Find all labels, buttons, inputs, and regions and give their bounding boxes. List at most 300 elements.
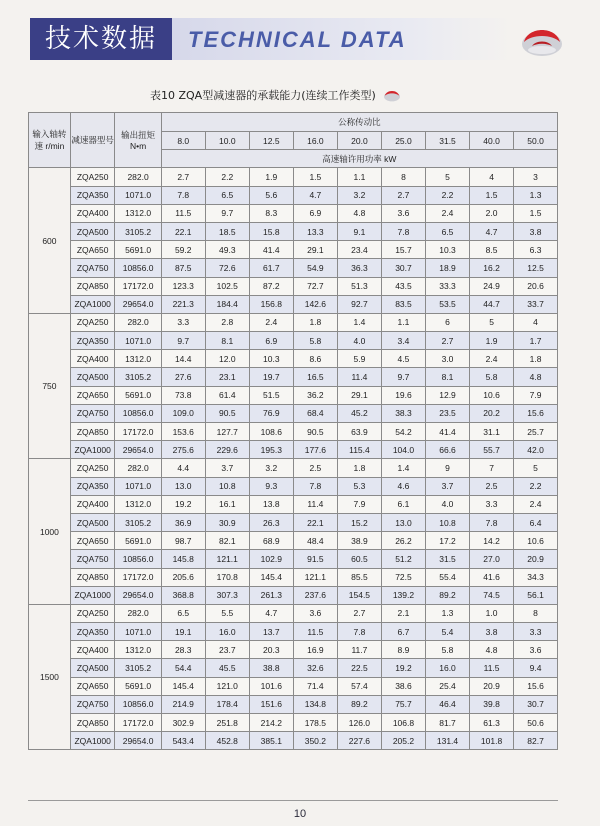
power-cell: 23.4 xyxy=(337,241,381,259)
power-cell: 177.6 xyxy=(293,441,337,459)
power-cell: 12.9 xyxy=(425,386,469,404)
power-cell: 90.5 xyxy=(205,404,249,422)
model-cell: ZQA500 xyxy=(70,222,115,240)
power-cell: 2.4 xyxy=(249,313,293,331)
table-caption-text: 表10 ZQA型减速器的承载能力(连续工作类型) xyxy=(150,89,376,102)
table-row xyxy=(29,459,558,477)
power-cell: 14.2 xyxy=(470,532,514,550)
table-row xyxy=(29,241,558,259)
power-cell: 8.1 xyxy=(425,368,469,386)
model-cell: ZQA350 xyxy=(70,332,115,350)
power-cell: 27.6 xyxy=(161,368,205,386)
power-cell: 56.1 xyxy=(514,586,558,604)
power-cell: 8.6 xyxy=(293,350,337,368)
torque-cell: 3105.2 xyxy=(115,513,161,531)
torque-cell: 282.0 xyxy=(115,604,161,622)
header-model: 减速器型号 xyxy=(70,113,115,168)
power-cell: 5.4 xyxy=(425,623,469,641)
model-cell: ZQA500 xyxy=(70,368,115,386)
power-cell: 17.2 xyxy=(425,532,469,550)
power-cell: 6 xyxy=(425,313,469,331)
power-cell: 57.4 xyxy=(337,677,381,695)
power-cell: 15.6 xyxy=(514,677,558,695)
power-cell: 6.1 xyxy=(381,495,425,513)
power-cell: 72.7 xyxy=(293,277,337,295)
torque-cell: 17172.0 xyxy=(115,568,161,586)
power-cell: 139.2 xyxy=(381,586,425,604)
power-cell: 7.8 xyxy=(337,623,381,641)
table-row xyxy=(29,386,558,404)
power-cell: 4.8 xyxy=(514,368,558,386)
power-cell: 25.4 xyxy=(425,677,469,695)
power-cell: 63.9 xyxy=(337,423,381,441)
power-cell: 452.8 xyxy=(205,732,249,750)
power-cell: 3.8 xyxy=(470,623,514,641)
power-cell: 32.6 xyxy=(293,659,337,677)
power-cell: 30.9 xyxy=(205,513,249,531)
torque-cell: 17172.0 xyxy=(115,277,161,295)
table-row xyxy=(29,259,558,277)
power-cell: 23.7 xyxy=(205,641,249,659)
power-cell: 1.3 xyxy=(425,604,469,622)
power-cell: 6.5 xyxy=(425,222,469,240)
model-cell: ZQA850 xyxy=(70,714,115,732)
power-cell: 61.4 xyxy=(205,386,249,404)
capacity-table xyxy=(28,112,558,750)
power-cell: 134.8 xyxy=(293,695,337,713)
power-cell: 178.5 xyxy=(293,714,337,732)
power-cell: 4.8 xyxy=(337,204,381,222)
power-cell: 89.2 xyxy=(425,586,469,604)
power-cell: 4.6 xyxy=(381,477,425,495)
header-ratio: 公称传动比 xyxy=(161,113,557,132)
power-cell: 7.9 xyxy=(514,386,558,404)
power-cell: 2.4 xyxy=(425,204,469,222)
ratio-header-cell: 31.5 xyxy=(425,132,469,150)
power-cell: 72.6 xyxy=(205,259,249,277)
power-cell: 53.5 xyxy=(425,295,469,313)
power-cell: 368.8 xyxy=(161,586,205,604)
power-cell: 2.4 xyxy=(470,350,514,368)
power-cell: 61.7 xyxy=(249,259,293,277)
model-cell: ZQA750 xyxy=(70,404,115,422)
power-cell: 51.5 xyxy=(249,386,293,404)
power-cell: 81.7 xyxy=(425,714,469,732)
speed-cell: 1500 xyxy=(29,604,71,750)
power-cell: 4.0 xyxy=(337,332,381,350)
power-cell: 251.8 xyxy=(205,714,249,732)
power-cell: 227.6 xyxy=(337,732,381,750)
power-cell: 1.1 xyxy=(381,313,425,331)
power-cell: 3.7 xyxy=(205,459,249,477)
power-cell: 5.5 xyxy=(205,604,249,622)
power-cell: 184.4 xyxy=(205,295,249,313)
power-cell: 2.4 xyxy=(514,495,558,513)
power-cell: 5.6 xyxy=(249,186,293,204)
power-cell: 115.4 xyxy=(337,441,381,459)
torque-cell: 5691.0 xyxy=(115,532,161,550)
power-cell: 60.5 xyxy=(337,550,381,568)
header-torque: 输出扭矩 N•m xyxy=(115,113,161,168)
power-cell: 153.6 xyxy=(161,423,205,441)
power-cell: 6.5 xyxy=(205,186,249,204)
power-cell: 7 xyxy=(470,459,514,477)
torque-cell: 29654.0 xyxy=(115,732,161,750)
power-cell: 54.4 xyxy=(161,659,205,677)
power-cell: 156.8 xyxy=(249,295,293,313)
table-row xyxy=(29,295,558,313)
torque-cell: 3105.2 xyxy=(115,222,161,240)
power-cell: 38.3 xyxy=(381,404,425,422)
power-cell: 26.3 xyxy=(249,513,293,531)
power-cell: 6.7 xyxy=(381,623,425,641)
power-cell: 33.3 xyxy=(425,277,469,295)
power-cell: 82.1 xyxy=(205,532,249,550)
power-cell: 22.5 xyxy=(337,659,381,677)
power-cell: 5 xyxy=(514,459,558,477)
model-cell: ZQA400 xyxy=(70,495,115,513)
power-cell: 85.5 xyxy=(337,568,381,586)
power-cell: 72.5 xyxy=(381,568,425,586)
torque-cell: 5691.0 xyxy=(115,677,161,695)
power-cell: 29.1 xyxy=(337,386,381,404)
ratio-header-cell: 10.0 xyxy=(205,132,249,150)
power-cell: 2.5 xyxy=(470,477,514,495)
power-cell: 10.3 xyxy=(249,350,293,368)
power-cell: 5.8 xyxy=(425,641,469,659)
power-cell: 9 xyxy=(425,459,469,477)
power-cell: 1.1 xyxy=(337,168,381,186)
power-cell: 261.3 xyxy=(249,586,293,604)
power-cell: 12.5 xyxy=(514,259,558,277)
power-cell: 25.7 xyxy=(514,423,558,441)
power-cell: 11.5 xyxy=(161,204,205,222)
power-cell: 145.4 xyxy=(161,677,205,695)
power-cell: 8.9 xyxy=(381,641,425,659)
table-body xyxy=(29,168,558,750)
power-cell: 2.8 xyxy=(205,313,249,331)
company-logo-icon xyxy=(518,20,566,60)
table-row xyxy=(29,222,558,240)
power-cell: 43.5 xyxy=(381,277,425,295)
model-cell: ZQA750 xyxy=(70,695,115,713)
power-cell: 19.2 xyxy=(381,659,425,677)
power-cell: 16.0 xyxy=(205,623,249,641)
power-cell: 55.7 xyxy=(470,441,514,459)
torque-cell: 10856.0 xyxy=(115,550,161,568)
table-row xyxy=(29,423,558,441)
power-cell: 6.4 xyxy=(514,513,558,531)
torque-cell: 17172.0 xyxy=(115,423,161,441)
power-cell: 36.9 xyxy=(161,513,205,531)
power-cell: 66.6 xyxy=(425,441,469,459)
power-cell: 38.8 xyxy=(249,659,293,677)
power-cell: 145.4 xyxy=(249,568,293,586)
power-cell: 71.4 xyxy=(293,677,337,695)
power-cell: 5.8 xyxy=(470,368,514,386)
power-cell: 51.3 xyxy=(337,277,381,295)
caption-logo-icon xyxy=(382,87,402,103)
torque-cell: 10856.0 xyxy=(115,259,161,277)
power-cell: 9.4 xyxy=(514,659,558,677)
page-header xyxy=(0,18,600,60)
power-cell: 24.9 xyxy=(470,277,514,295)
power-cell: 8.3 xyxy=(249,204,293,222)
power-cell: 4 xyxy=(470,168,514,186)
power-cell: 68.4 xyxy=(293,404,337,422)
torque-cell: 1071.0 xyxy=(115,186,161,204)
power-cell: 2.7 xyxy=(337,604,381,622)
power-cell: 237.6 xyxy=(293,586,337,604)
power-cell: 28.3 xyxy=(161,641,205,659)
power-cell: 2.7 xyxy=(425,332,469,350)
power-cell: 307.3 xyxy=(205,586,249,604)
power-cell: 229.6 xyxy=(205,441,249,459)
power-cell: 350.2 xyxy=(293,732,337,750)
table-row xyxy=(29,568,558,586)
power-cell: 13.3 xyxy=(293,222,337,240)
table-row xyxy=(29,350,558,368)
table-row xyxy=(29,641,558,659)
power-cell: 15.7 xyxy=(381,241,425,259)
power-cell: 18.5 xyxy=(205,222,249,240)
power-cell: 1.8 xyxy=(514,350,558,368)
power-cell: 29.1 xyxy=(293,241,337,259)
power-cell: 4.7 xyxy=(293,186,337,204)
power-cell: 1.8 xyxy=(337,459,381,477)
power-cell: 3.4 xyxy=(381,332,425,350)
table-row xyxy=(29,186,558,204)
power-cell: 195.3 xyxy=(249,441,293,459)
table-row xyxy=(29,368,558,386)
power-cell: 61.3 xyxy=(470,714,514,732)
power-cell: 3.3 xyxy=(161,313,205,331)
power-cell: 1.7 xyxy=(514,332,558,350)
power-cell: 22.1 xyxy=(161,222,205,240)
speed-cell: 1000 xyxy=(29,459,71,605)
power-cell: 20.9 xyxy=(470,677,514,695)
power-cell: 302.9 xyxy=(161,714,205,732)
power-cell: 11.4 xyxy=(337,368,381,386)
power-cell: 19.1 xyxy=(161,623,205,641)
table-row xyxy=(29,604,558,622)
header-title-en: TECHNICAL DATA xyxy=(188,27,407,52)
power-cell: 46.4 xyxy=(425,695,469,713)
power-cell: 5.3 xyxy=(337,477,381,495)
power-cell: 104.0 xyxy=(381,441,425,459)
power-cell: 14.4 xyxy=(161,350,205,368)
table-row xyxy=(29,550,558,568)
torque-cell: 17172.0 xyxy=(115,714,161,732)
model-cell: ZQA750 xyxy=(70,259,115,277)
power-cell: 109.0 xyxy=(161,404,205,422)
power-cell: 11.5 xyxy=(470,659,514,677)
page-number: 10 xyxy=(293,808,307,820)
power-cell: 41.4 xyxy=(249,241,293,259)
model-cell: ZQA400 xyxy=(70,204,115,222)
power-cell: 126.0 xyxy=(337,714,381,732)
power-cell: 101.8 xyxy=(470,732,514,750)
power-cell: 11.7 xyxy=(337,641,381,659)
table-row xyxy=(29,714,558,732)
ratio-header-cell: 50.0 xyxy=(514,132,558,150)
power-cell: 41.6 xyxy=(470,568,514,586)
power-cell: 87.5 xyxy=(161,259,205,277)
power-cell: 3.6 xyxy=(293,604,337,622)
power-cell: 92.7 xyxy=(337,295,381,313)
power-cell: 102.9 xyxy=(249,550,293,568)
power-cell: 16.2 xyxy=(470,259,514,277)
torque-cell: 29654.0 xyxy=(115,586,161,604)
page-footer xyxy=(0,800,600,826)
power-cell: 385.1 xyxy=(249,732,293,750)
power-cell: 3 xyxy=(514,168,558,186)
power-cell: 151.6 xyxy=(249,695,293,713)
power-cell: 30.7 xyxy=(514,695,558,713)
power-cell: 131.4 xyxy=(425,732,469,750)
model-cell: ZQA250 xyxy=(70,313,115,331)
power-cell: 154.5 xyxy=(337,586,381,604)
power-cell: 12.0 xyxy=(205,350,249,368)
power-cell: 75.7 xyxy=(381,695,425,713)
power-cell: 2.7 xyxy=(381,186,425,204)
power-cell: 82.7 xyxy=(514,732,558,750)
power-cell: 106.8 xyxy=(381,714,425,732)
table-row xyxy=(29,277,558,295)
power-cell: 15.6 xyxy=(514,404,558,422)
power-cell: 16.0 xyxy=(425,659,469,677)
power-cell: 38.6 xyxy=(381,677,425,695)
model-cell: ZQA350 xyxy=(70,186,115,204)
power-cell: 170.8 xyxy=(205,568,249,586)
header-speed: 输入轴转速 r/min xyxy=(29,113,71,168)
power-cell: 10.6 xyxy=(514,532,558,550)
table-row xyxy=(29,441,558,459)
power-cell: 4.4 xyxy=(161,459,205,477)
speed-cell: 600 xyxy=(29,168,71,314)
power-cell: 45.2 xyxy=(337,404,381,422)
torque-cell: 10856.0 xyxy=(115,695,161,713)
power-cell: 20.3 xyxy=(249,641,293,659)
power-cell: 19.2 xyxy=(161,495,205,513)
power-cell: 9.3 xyxy=(249,477,293,495)
torque-cell: 5691.0 xyxy=(115,241,161,259)
power-cell: 2.0 xyxy=(470,204,514,222)
power-cell: 89.2 xyxy=(337,695,381,713)
power-cell: 145.8 xyxy=(161,550,205,568)
power-cell: 1.8 xyxy=(293,313,337,331)
power-cell: 7.8 xyxy=(470,513,514,531)
power-cell: 6.5 xyxy=(161,604,205,622)
ratio-header-cell: 16.0 xyxy=(293,132,337,150)
power-cell: 31.5 xyxy=(425,550,469,568)
power-cell: 34.3 xyxy=(514,568,558,586)
model-cell: ZQA350 xyxy=(70,623,115,641)
torque-cell: 1312.0 xyxy=(115,641,161,659)
power-cell: 13.0 xyxy=(161,477,205,495)
model-cell: ZQA850 xyxy=(70,423,115,441)
power-cell: 16.5 xyxy=(293,368,337,386)
torque-cell: 1312.0 xyxy=(115,350,161,368)
power-cell: 3.6 xyxy=(381,204,425,222)
torque-cell: 10856.0 xyxy=(115,404,161,422)
power-cell: 13.0 xyxy=(381,513,425,531)
power-cell: 5 xyxy=(470,313,514,331)
power-cell: 4.7 xyxy=(249,604,293,622)
power-cell: 74.5 xyxy=(470,586,514,604)
model-cell: ZQA1000 xyxy=(70,732,115,750)
power-cell: 4.5 xyxy=(381,350,425,368)
power-cell: 15.8 xyxy=(249,222,293,240)
power-cell: 2.2 xyxy=(514,477,558,495)
power-cell: 8.1 xyxy=(205,332,249,350)
power-cell: 6.3 xyxy=(514,241,558,259)
power-cell: 205.6 xyxy=(161,568,205,586)
power-cell: 1.3 xyxy=(514,186,558,204)
power-cell: 39.8 xyxy=(470,695,514,713)
ratio-header-cell: 40.0 xyxy=(470,132,514,150)
power-cell: 2.5 xyxy=(293,459,337,477)
power-cell: 44.7 xyxy=(470,295,514,313)
model-cell: ZQA650 xyxy=(70,677,115,695)
power-cell: 20.9 xyxy=(514,550,558,568)
model-cell: ZQA650 xyxy=(70,241,115,259)
torque-cell: 1312.0 xyxy=(115,204,161,222)
model-cell: ZQA500 xyxy=(70,659,115,677)
power-cell: 1.5 xyxy=(470,186,514,204)
power-cell: 10.8 xyxy=(205,477,249,495)
table-row xyxy=(29,495,558,513)
power-cell: 3.0 xyxy=(425,350,469,368)
power-cell: 59.2 xyxy=(161,241,205,259)
power-cell: 7.8 xyxy=(381,222,425,240)
model-cell: ZQA1000 xyxy=(70,441,115,459)
power-cell: 121.1 xyxy=(205,550,249,568)
power-cell: 16.1 xyxy=(205,495,249,513)
torque-cell: 3105.2 xyxy=(115,368,161,386)
table-row xyxy=(29,477,558,495)
power-cell: 2.2 xyxy=(425,186,469,204)
power-cell: 9.1 xyxy=(337,222,381,240)
table-row xyxy=(29,332,558,350)
power-cell: 121.0 xyxy=(205,677,249,695)
model-cell: ZQA400 xyxy=(70,641,115,659)
power-cell: 51.2 xyxy=(381,550,425,568)
power-cell: 68.9 xyxy=(249,532,293,550)
model-cell: ZQA650 xyxy=(70,386,115,404)
power-cell: 20.6 xyxy=(514,277,558,295)
power-cell: 543.4 xyxy=(161,732,205,750)
header-title-zh: 技术数据 xyxy=(30,18,172,60)
header-power: 高速轴许用功率 kW xyxy=(161,150,557,168)
model-cell: ZQA250 xyxy=(70,168,115,186)
power-cell: 54.2 xyxy=(381,423,425,441)
power-cell: 33.7 xyxy=(514,295,558,313)
power-cell: 2.1 xyxy=(381,604,425,622)
torque-cell: 282.0 xyxy=(115,313,161,331)
power-cell: 91.5 xyxy=(293,550,337,568)
power-cell: 4.0 xyxy=(425,495,469,513)
power-cell: 5.8 xyxy=(293,332,337,350)
power-cell: 45.5 xyxy=(205,659,249,677)
table-row xyxy=(29,168,558,186)
model-cell: ZQA350 xyxy=(70,477,115,495)
power-cell: 11.4 xyxy=(293,495,337,513)
power-cell: 48.4 xyxy=(293,532,337,550)
torque-cell: 1071.0 xyxy=(115,477,161,495)
power-cell: 38.9 xyxy=(337,532,381,550)
power-cell: 8 xyxy=(514,604,558,622)
